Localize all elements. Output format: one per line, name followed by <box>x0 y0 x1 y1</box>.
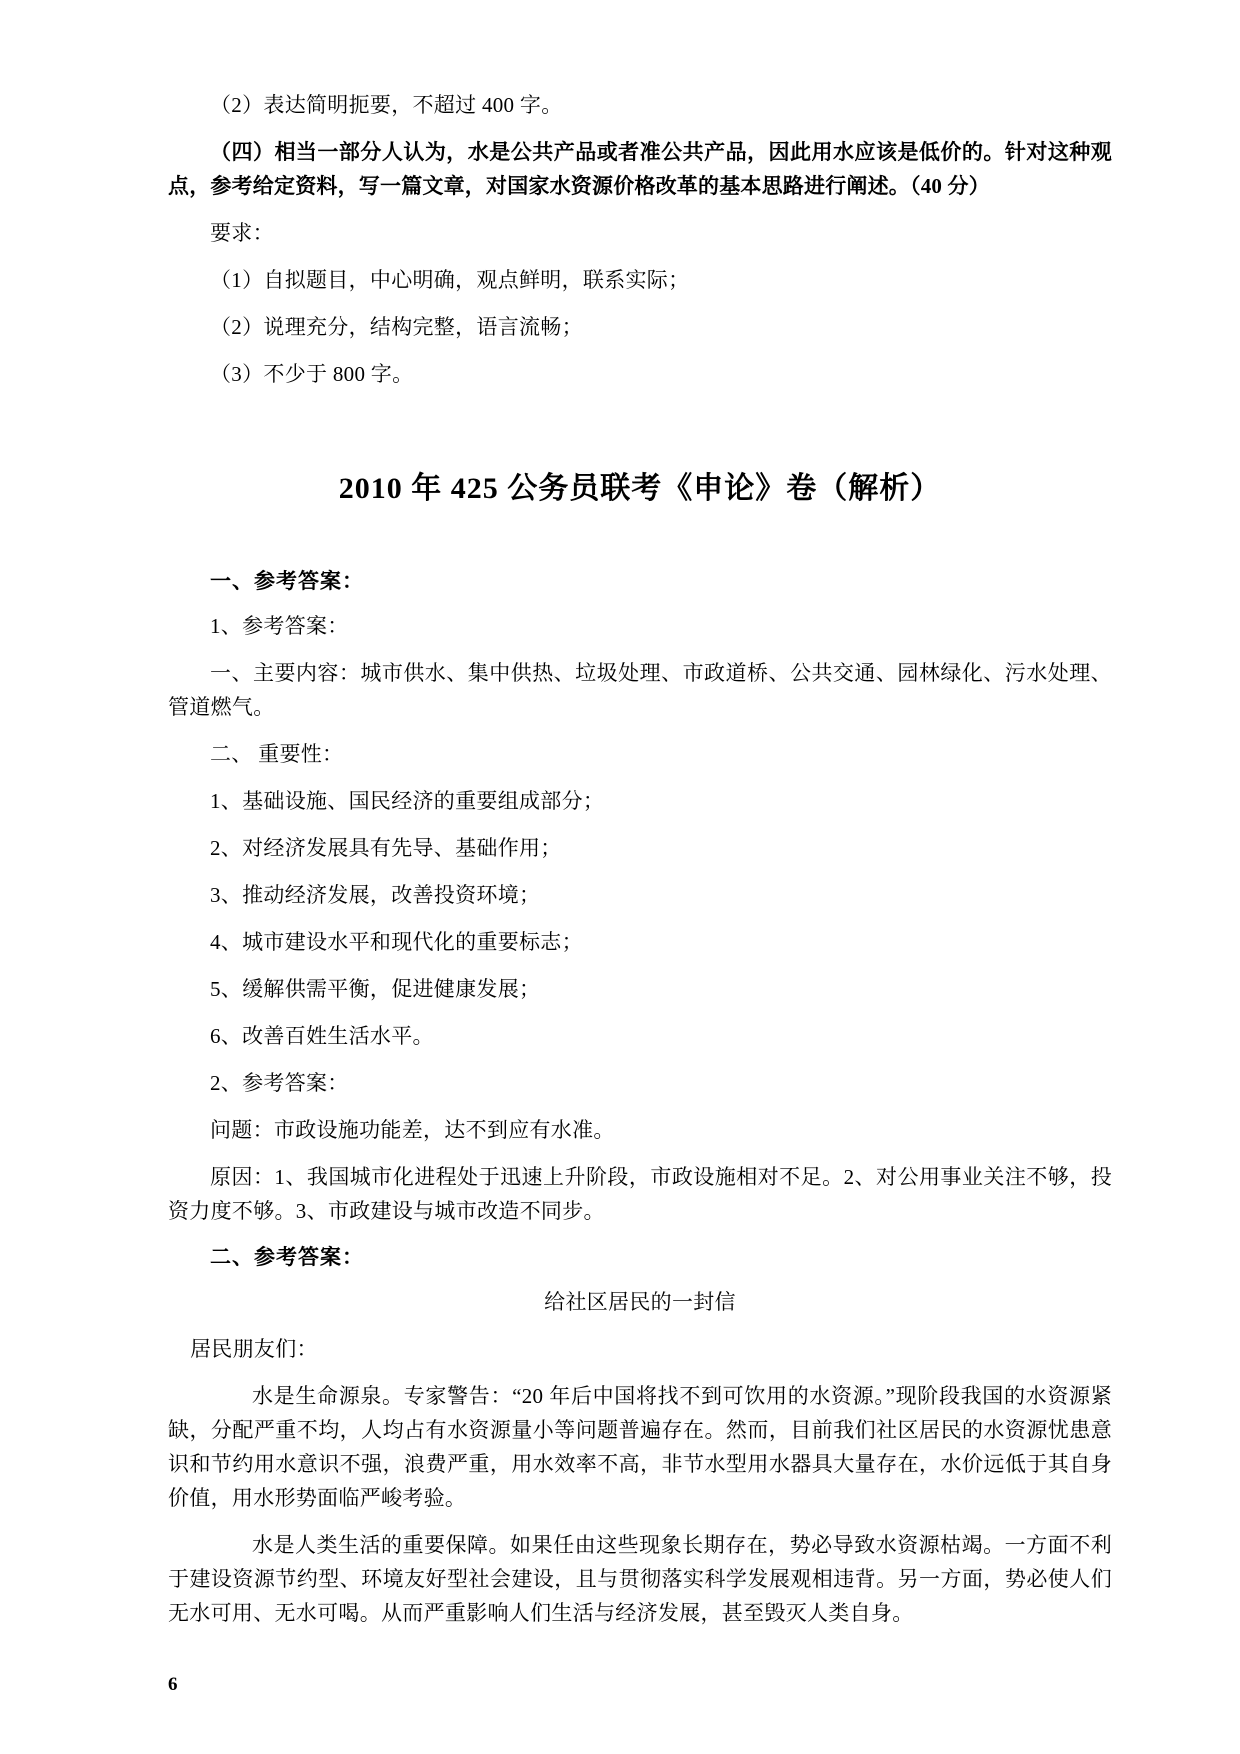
requirement-1: （1）自拟题目，中心明确，观点鲜明，联系实际； <box>210 268 690 293</box>
answer-2-reason: 原因：1、我国城市化进程处于迅速上升阶段，市政设施相对不足。2、对公用事业关注不够，投资力度不够。3、市政建设与城市改造不同步。 <box>168 1165 1112 1224</box>
answer-1-point: 1、基础设施、国民经济的重要组成部分； <box>210 789 605 814</box>
section-two-heading: 二、参考答案： <box>210 1245 364 1270</box>
section-one-heading: 一、参考答案： <box>210 569 364 594</box>
answer-1-point: 4、城市建设水平和现代化的重要标志； <box>210 930 583 955</box>
answer-1-point: 6、改善百姓生活水平。 <box>210 1024 434 1049</box>
requirement-item-2-top: （2）表达简明扼要，不超过 400 字。 <box>210 93 563 117</box>
page-number: 6 <box>168 1674 178 1695</box>
question-four: （四）相当一部分人认为，水是公共产品或者准公共产品，因此用水应该是低价的。针对这种观点，参考给定资料，写一篇文章，对国家水资源价格改革的基本思路进行阐述。（40 分） <box>168 140 1112 199</box>
answer-1-main-content: 一、主要内容：城市供水、集中供热、垃圾处理、市政道桥、公共交通、园林绿化、污水处理、管道燃气。 <box>168 661 1112 720</box>
answer-2-problem: 问题：市政设施功能差，达不到应有水准。 <box>210 1118 615 1143</box>
requirement-3: （3）不少于 800 字。 <box>210 362 414 387</box>
requirements-label: 要求： <box>210 221 274 246</box>
letter-paragraph-1: 水是生命源泉。专家警告：“20 年后中国将找不到可饮用的水资源。”现阶段我国的水资源紧缺，分配严重不均，人均占有水资源量小等问题普遍存在。然而，目前我们社区居民的水资源忧患意识和节约用水意识不强，浪费严重，用水效率不高，非节水型用水器具大量存在，水价远低于其自身价值，用水形势面临严峻考验。 <box>168 1384 1112 1511</box>
answer-1-point: 3、推动经济发展，改善投资环境； <box>210 883 541 908</box>
answer-1-point: 2、对经济发展具有先导、基础作用； <box>210 836 562 861</box>
letter-paragraph-2: 水是人类生活的重要保障。如果任由这些现象长期存在，势必导致水资源枯竭。一方面不利于建设资源节约型、环境友好型社会建设，且与贯彻落实科学发展观相违背。另一方面，势必使人们无水可用、无水可喝。从而严重影响人们生活与经济发展，甚至毁灭人类自身。 <box>168 1533 1112 1626</box>
answer-2-label: 2、参考答案： <box>210 1071 349 1096</box>
answer-1-importance-heading: 二、 重要性： <box>210 742 344 767</box>
answer-1-point: 5、缓解供需平衡，促进健康发展； <box>210 977 541 1002</box>
letter-title: 给社区居民的一封信 <box>544 1290 736 1315</box>
page-title: 2010 年 425 公务员联考《申论》卷（解析） <box>338 472 942 506</box>
answer-1-label: 1、参考答案： <box>210 614 349 639</box>
letter-salutation: 居民朋友们： <box>190 1337 318 1362</box>
requirement-2: （2）说理充分，结构完整，语言流畅； <box>210 315 583 340</box>
